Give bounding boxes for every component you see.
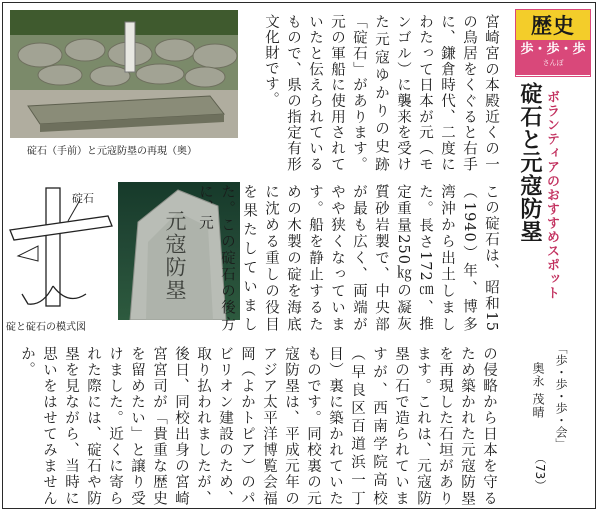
anchor-stone-photo	[10, 10, 238, 138]
article-title: 碇石と元寇防塁	[517, 82, 543, 243]
author-group: 「歩・歩・歩・会」	[554, 342, 568, 450]
article-body-block-3: の侵略から日本を守るため築かれた元寇防塁を再現した石垣があります。これは、元寇防塁の石で造られていますが、西南学院高校（早良区百道浜一丁目）裏に築かれていたものです。同校裏の元寇防塁は、平成元年のアジア太平洋博覧会福岡（よかトピア）のパビリオン建設のため、取り払われましたが、後日、同校出身の宮崎宮宮司が「貴重な歴史を留めたい」と譲り受けました。近くに寄られた際には、碇石や防塁を見ながら、当時に思いをはせてみませんか。	[19, 346, 497, 506]
series-name: 歩・歩・歩	[520, 42, 586, 57]
photo1-caption: 碇石（手前）と元寇防塁の再現（奥）	[27, 146, 197, 157]
series-header	[515, 9, 591, 77]
diagram-caption: 碇と碇石の模式図	[6, 322, 86, 333]
article-body-block-1: 宮崎宮の本殿近くの一の鳥居をくぐると右手に、鎌倉時代、二度にわたって日本が元（モンゴル）に襲来を受けた元寇ゆかりの史跡「碇石」があります。元の軍船に使用されていたと伝えられているもので、県の指定有形文化財です。	[263, 14, 499, 172]
monument-inscription: 元寇防塁	[163, 210, 187, 302]
series-name-box	[516, 40, 590, 75]
anchor-diagram	[8, 186, 118, 316]
subheading: ボランティアのおすすめスポット	[544, 90, 559, 300]
anchor-diagram-art	[8, 186, 118, 316]
author-age: （73）	[533, 452, 547, 492]
series-reading: さんぽ	[542, 59, 564, 67]
diagram-anchor-stone-label: 碇石	[72, 192, 94, 205]
category-label: 歴史	[516, 10, 590, 40]
author-name: 奥永 茂晴	[531, 362, 545, 419]
article-body-block-2: この碇石は、昭和15（1940）年、博多湾沖から出土しました。長さ172㎝、推定重量250㎏の凝灰質砂岩製で、中央部が最も広く、両端がやや狭くなっています。船を静止するための木製の碇を海底に沈める重しの役目を果たしていました。この碇石の後方に、元	[197, 184, 499, 332]
anchor-stone-photo-art	[10, 10, 238, 138]
